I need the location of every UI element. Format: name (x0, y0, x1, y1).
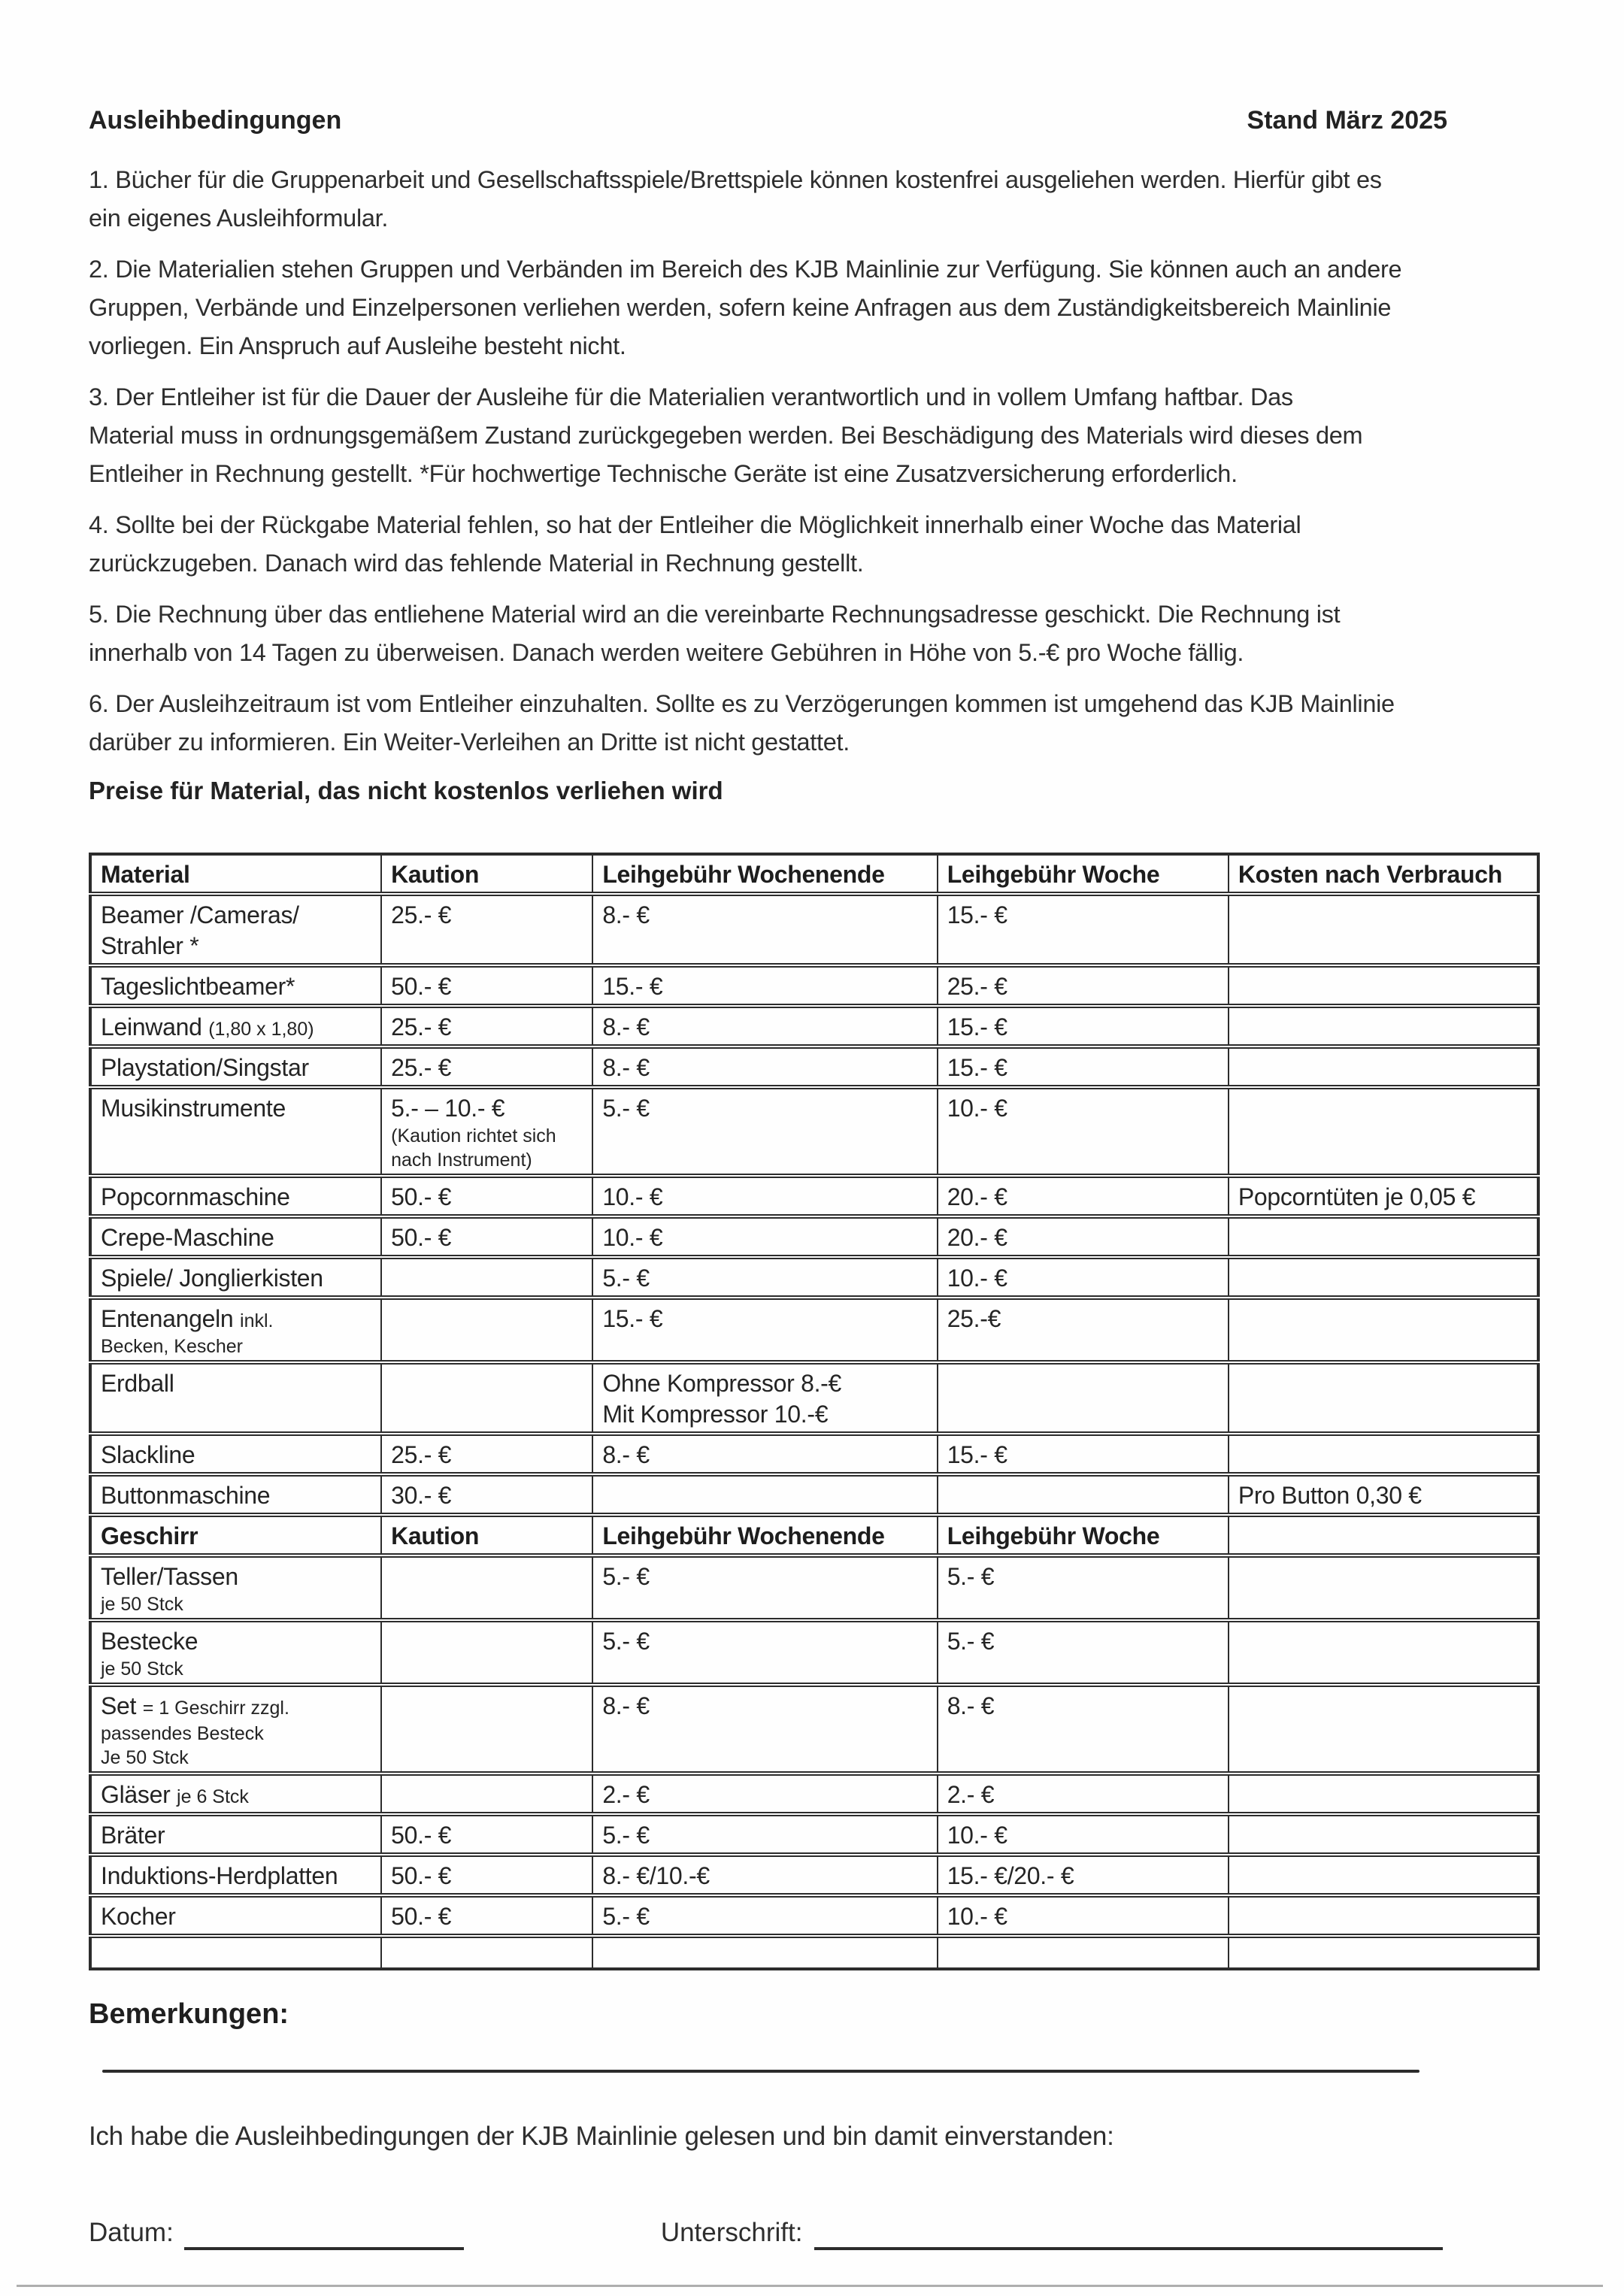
cell-text: Leihgebühr Woche (947, 861, 1160, 888)
table-cell (938, 1257, 1229, 1298)
table-row (90, 1087, 1538, 1176)
cell-text: 15.- € (947, 901, 1007, 928)
table-row (90, 1814, 1538, 1855)
table-cell (90, 1006, 381, 1047)
table-cell (90, 1176, 381, 1216)
table-cell (1229, 1047, 1538, 1087)
table-cell (381, 965, 592, 1006)
table-cell (938, 1936, 1229, 1969)
table-cell (90, 1474, 381, 1515)
cell-text: 10.- € (947, 1095, 1007, 1122)
table-cell (90, 1620, 381, 1685)
paragraph (89, 595, 1540, 672)
table-header-cell (938, 854, 1229, 894)
table-cell (1229, 1474, 1538, 1515)
paragraph-line: 3. Der Entleiher ist für die Dauer der Ausleihe für die Materialien verantwortlich und in vollem Umfang haftbar. Das (89, 383, 1293, 410)
paragraph-line: darüber zu informieren. Ein Weiter-Verleihen an Dritte ist nicht gestattet. (89, 728, 850, 756)
paragraph-line: vorliegen. Ein Anspruch auf Ausleihe besteht nicht. (89, 332, 626, 359)
table-cell (592, 1362, 937, 1434)
paragraph-line: 6. Der Ausleihzeitraum ist vom Entleiher einzuhalten. Sollte es zu Verzögerungen kommen ist umgehend das KJB Mainlinie (89, 690, 1395, 717)
signature-row (89, 2216, 1540, 2250)
table-row (90, 1298, 1538, 1362)
cell-text: Leinwand (101, 1013, 209, 1040)
table-header-cell (90, 854, 381, 894)
signature-label: Unterschrift: (660, 2218, 803, 2247)
table-cell (1229, 1298, 1538, 1362)
price-table-title: Preise für Material, das nicht kostenlos verliehen wird (89, 777, 723, 804)
table-cell (1229, 894, 1538, 965)
paragraph-line: Material muss in ordnungsgemäßem Zustand zurückgegeben werden. Bei Beschädigung des Materials wird dieses dem (89, 422, 1363, 449)
table-cell (381, 1814, 592, 1855)
table-cell (592, 1006, 937, 1047)
cell-text: 10.- € (947, 1265, 1007, 1292)
table-cell (381, 1685, 592, 1773)
cell-text: 25.-€ (947, 1305, 1001, 1332)
cell-text: 15.- €/20.- € (947, 1862, 1074, 1889)
table-cell (90, 1773, 381, 1814)
table-cell (90, 1362, 381, 1434)
cell-text: Popcorntüten je 0,05 € (1238, 1183, 1476, 1210)
cell-text: Gläser (101, 1781, 177, 1808)
cell-text: 50.- € (391, 1183, 452, 1210)
table-cell (1229, 1087, 1538, 1176)
table-cell (381, 1555, 592, 1620)
table-cell (592, 894, 937, 965)
table-cell (938, 1006, 1229, 1047)
table-row (90, 1216, 1538, 1257)
table-cell (381, 1474, 592, 1515)
table-cell (938, 1216, 1229, 1257)
table-row (90, 1895, 1538, 1936)
table-cell (381, 1006, 592, 1047)
table-cell (381, 894, 592, 965)
date-label: Datum: (89, 2218, 174, 2247)
table-header-cell (1229, 1515, 1538, 1555)
table-cell (90, 1814, 381, 1855)
table-cell (90, 1047, 381, 1087)
cell-text: 50.- € (391, 1903, 452, 1930)
remarks-writing-line (102, 2070, 1419, 2073)
table-cell (592, 1047, 937, 1087)
cell-text: Je 50 Stck (101, 1747, 189, 1768)
table-cell (381, 1176, 592, 1216)
table-cell (592, 1555, 937, 1620)
table-cell (1229, 1773, 1538, 1814)
cell-text: Popcornmaschine (101, 1183, 290, 1210)
table-row (90, 1047, 1538, 1087)
table-cell (592, 1298, 937, 1362)
table-row (90, 1474, 1538, 1515)
table-cell (381, 1773, 592, 1814)
cell-text: Slackline (101, 1441, 195, 1468)
cell-text: Bräter (101, 1822, 165, 1849)
paragraph-line: 2. Die Materialien stehen Gruppen und Verbänden im Bereich des KJB Mainlinie zur Verfügung. Sie können auch an andere (89, 256, 1402, 283)
table-cell (1229, 1006, 1538, 1047)
table-cell (381, 1895, 592, 1936)
table-cell (592, 1474, 937, 1515)
table-header-cell (1229, 854, 1538, 894)
table-cell (938, 1434, 1229, 1474)
table-row (90, 1936, 1538, 1969)
table-cell (938, 1047, 1229, 1087)
paragraph (89, 506, 1540, 583)
cell-text: 20.- € (947, 1183, 1007, 1210)
cell-text: Mit Kompressor 10.-€ (602, 1401, 829, 1428)
cell-text: 8.- € (602, 1692, 650, 1719)
table-row (90, 1685, 1538, 1773)
signature-field-line (814, 2220, 1443, 2250)
cell-text: 8.- € (947, 1692, 995, 1719)
cell-text: 2.- € (602, 1781, 650, 1808)
document-date-stamp: Stand März 2025 (1247, 106, 1447, 135)
cell-text: Bestecke (101, 1628, 198, 1655)
table-header-cell (381, 854, 592, 894)
cell-text: Entenangeln (101, 1305, 241, 1332)
table-cell (381, 1362, 592, 1434)
cell-text: 5.- – 10.- € (391, 1095, 505, 1122)
table-cell (90, 1257, 381, 1298)
paragraph (89, 685, 1540, 762)
cell-text: 15.- € (947, 1441, 1007, 1468)
table-cell (381, 1936, 592, 1969)
table-header-cell (381, 1515, 592, 1555)
page-title: Ausleihbedingungen (89, 106, 342, 135)
table-cell (1229, 1855, 1538, 1895)
cell-text: 8.- € (602, 1054, 650, 1081)
table-cell (938, 1620, 1229, 1685)
paragraph-line: 4. Sollte bei der Rückgabe Material fehlen, so hat der Entleiher die Möglichkeit innerhalb einer Woche das Material (89, 511, 1301, 538)
cell-text: 5.- € (947, 1628, 995, 1655)
cell-text: 50.- € (391, 1822, 452, 1849)
cell-text: 15.- € (602, 1305, 663, 1332)
document-header (89, 104, 1540, 137)
cell-text: inkl. (240, 1310, 274, 1331)
cell-text: 5.- € (602, 1822, 650, 1849)
cell-text: Musikinstrumente (101, 1095, 286, 1122)
table-cell (592, 1814, 937, 1855)
table-cell (938, 894, 1229, 965)
table-cell (592, 1855, 937, 1895)
table-cell (90, 894, 381, 965)
cell-text: 25.- € (947, 973, 1007, 1000)
table-row (90, 894, 1538, 965)
table-cell (938, 1555, 1229, 1620)
cell-text: 8.- € (602, 901, 650, 928)
table-cell (938, 1362, 1229, 1434)
cell-text: 5.- € (602, 1265, 650, 1292)
cell-text: Erdball (101, 1370, 174, 1397)
table-cell (1229, 1362, 1538, 1434)
cell-text: Kocher (101, 1903, 176, 1930)
table-cell (1229, 1620, 1538, 1685)
cell-text: 10.- € (947, 1822, 1007, 1849)
table-cell (90, 1555, 381, 1620)
cell-text: Buttonmaschine (101, 1482, 271, 1509)
table-cell (592, 1087, 937, 1176)
cell-text: 10.- € (602, 1224, 663, 1251)
cell-text: 20.- € (947, 1224, 1007, 1251)
cell-text: 2.- € (947, 1781, 995, 1808)
cell-text: Kaution (391, 861, 480, 888)
table-header-row (90, 854, 1538, 894)
table-cell (938, 1773, 1229, 1814)
cell-text: Set (101, 1692, 143, 1719)
table-row (90, 1176, 1538, 1216)
table-cell (90, 1087, 381, 1176)
cell-text: 8.- €/10.-€ (602, 1862, 710, 1889)
table-row (90, 1855, 1538, 1895)
cell-text: 5.- € (602, 1095, 650, 1122)
table-row (90, 1434, 1538, 1474)
table-cell (381, 1620, 592, 1685)
table-cell (592, 1773, 937, 1814)
table-cell (381, 1216, 592, 1257)
table-row (90, 1620, 1538, 1685)
table-cell (381, 1298, 592, 1362)
table-cell (90, 1298, 381, 1362)
table-cell (90, 1936, 381, 1969)
cell-text: Material (101, 861, 190, 888)
table-cell (1229, 1434, 1538, 1474)
price-table-body (90, 854, 1538, 1969)
table-cell (938, 1474, 1229, 1515)
cell-text: 25.- € (391, 1054, 452, 1081)
cell-text: nach Instrument) (391, 1150, 532, 1171)
cell-text: 30.- € (391, 1482, 452, 1509)
table-cell (90, 965, 381, 1006)
table-cell (592, 1685, 937, 1773)
table-cell (381, 1257, 592, 1298)
cell-text: Ohne Kompressor 8.-€ (602, 1370, 842, 1397)
paragraph-line: 1. Bücher für die Gruppenarbeit und Gesellschaftsspiele/Brettspiele können kostenfrei ausgeliehen werden. Hierfür gibt es (89, 166, 1382, 193)
cell-text: 15.- € (947, 1013, 1007, 1040)
cell-text: Leihgebühr Woche (947, 1522, 1160, 1549)
paragraph (89, 250, 1540, 365)
table-cell (381, 1855, 592, 1895)
table-cell (1229, 965, 1538, 1006)
cell-text: 50.- € (391, 1224, 452, 1251)
table-cell (592, 965, 937, 1006)
cell-text: 10.- € (602, 1183, 663, 1210)
table-row (90, 1555, 1538, 1620)
table-cell (938, 1855, 1229, 1895)
table-row (90, 1257, 1538, 1298)
cell-text: 10.- € (947, 1903, 1007, 1930)
cell-text: (1,80 x 1,80) (208, 1019, 314, 1040)
cell-text: Tageslichtbeamer* (101, 973, 295, 1000)
table-cell (90, 1855, 381, 1895)
scan-artifact-line (17, 2285, 1603, 2287)
table-row (90, 965, 1538, 1006)
cell-text: je 50 Stck (101, 1658, 183, 1680)
cell-text: Spiele/ Jonglierkisten (101, 1265, 323, 1292)
paragraph-line: zurückzugeben. Danach wird das fehlende Material in Rechnung gestellt. (89, 550, 864, 577)
cell-text: 50.- € (391, 1862, 452, 1889)
price-table (89, 853, 1540, 1970)
table-cell (90, 1685, 381, 1773)
table-cell (1229, 1257, 1538, 1298)
cell-text: 25.- € (391, 901, 452, 928)
paragraph-line: ein eigenes Ausleihformular. (89, 204, 389, 232)
table-cell (592, 1434, 937, 1474)
table-header-cell (592, 1515, 937, 1555)
paragraph-line: innerhalb von 14 Tagen zu überweisen. Danach werden weitere Gebühren in Höhe von 5.-€ pro Woche fällig. (89, 639, 1244, 666)
table-cell (592, 1895, 937, 1936)
table-cell (938, 1685, 1229, 1773)
table-header-row (90, 1515, 1538, 1555)
cell-text: 5.- € (947, 1563, 995, 1590)
table-header-cell (592, 854, 937, 894)
table-row (90, 1773, 1538, 1814)
cell-text: Playstation/Singstar (101, 1054, 309, 1081)
table-cell (592, 1620, 937, 1685)
table-header-cell (938, 1515, 1229, 1555)
cell-text: je 50 Stck (101, 1594, 183, 1615)
table-cell (938, 1814, 1229, 1855)
paragraph-line: 5. Die Rechnung über das entliehene Material wird an die vereinbarte Rechnungsadresse geschickt. Die Rechnung ist (89, 601, 1341, 628)
table-cell (938, 965, 1229, 1006)
cell-text: Beamer /Cameras/ (101, 901, 299, 928)
table-cell (381, 1434, 592, 1474)
cell-text: 8.- € (602, 1013, 650, 1040)
cell-text: 15.- € (602, 973, 663, 1000)
table-cell (1229, 1814, 1538, 1855)
table-row (90, 1006, 1538, 1047)
table-cell (938, 1298, 1229, 1362)
table-cell (1229, 1895, 1538, 1936)
cell-text: Kaution (391, 1522, 480, 1549)
cell-text: Induktions-Herdplatten (101, 1862, 338, 1889)
paragraph-line: Gruppen, Verbände und Einzelpersonen verliehen werden, sofern keine Anfragen aus dem Zuständigkeitsbereich Mainlinie (89, 294, 1392, 321)
cell-text: Pro Button 0,30 € (1238, 1482, 1422, 1509)
remarks-label: Bemerkungen: (89, 1998, 289, 2030)
table-cell (938, 1176, 1229, 1216)
cell-text: (Kaution richtet sich (391, 1125, 556, 1146)
cell-text: Geschirr (101, 1522, 198, 1549)
cell-text: Kosten nach Verbrauch (1238, 861, 1502, 888)
table-cell (90, 1216, 381, 1257)
table-cell (938, 1895, 1229, 1936)
cell-text: passendes Besteck (101, 1723, 264, 1744)
cell-text: 5.- € (602, 1628, 650, 1655)
cell-text: je 6 Stck (177, 1786, 249, 1807)
cell-text: 50.- € (391, 973, 452, 1000)
table-row (90, 1362, 1538, 1434)
cell-text: Teller/Tassen (101, 1563, 238, 1590)
table-cell (1229, 1685, 1538, 1773)
cell-text: Leihgebühr Wochenende (602, 861, 885, 888)
cell-text: 15.- € (947, 1054, 1007, 1081)
table-cell (1229, 1176, 1538, 1216)
cell-text: Leihgebühr Wochenende (602, 1522, 885, 1549)
agreement-statement: Ich habe die Ausleihbedingungen der KJB Mainlinie gelesen und bin damit einverstanden: (89, 2122, 1114, 2151)
paragraph (89, 161, 1540, 238)
table-cell (1229, 1216, 1538, 1257)
table-cell (592, 1176, 937, 1216)
table-header-cell (90, 1515, 381, 1555)
cell-text: 25.- € (391, 1013, 452, 1040)
cell-text: 5.- € (602, 1563, 650, 1590)
table-cell (1229, 1936, 1538, 1969)
table-cell (90, 1434, 381, 1474)
table-cell (938, 1087, 1229, 1176)
table-cell (381, 1047, 592, 1087)
paragraph-line: Entleiher in Rechnung gestellt. *Für hochwertige Technische Geräte ist eine Zusatzversicherung erforderlich. (89, 460, 1238, 487)
cell-text: = 1 Geschirr zzgl. (142, 1698, 289, 1719)
cell-text: Becken, Kescher (101, 1336, 243, 1357)
table-cell (381, 1087, 592, 1176)
table-cell (592, 1257, 937, 1298)
cell-text: 5.- € (602, 1903, 650, 1930)
paragraph (89, 378, 1540, 493)
date-field-line (184, 2220, 464, 2250)
cell-text: Strahler * (101, 932, 199, 959)
cell-text: 8.- € (602, 1441, 650, 1468)
table-cell (592, 1216, 937, 1257)
cell-text: Crepe-Maschine (101, 1224, 274, 1251)
terms-paragraphs (89, 161, 1540, 762)
cell-text: 25.- € (391, 1441, 452, 1468)
table-cell (90, 1895, 381, 1936)
table-cell (1229, 1555, 1538, 1620)
table-cell (592, 1936, 937, 1969)
